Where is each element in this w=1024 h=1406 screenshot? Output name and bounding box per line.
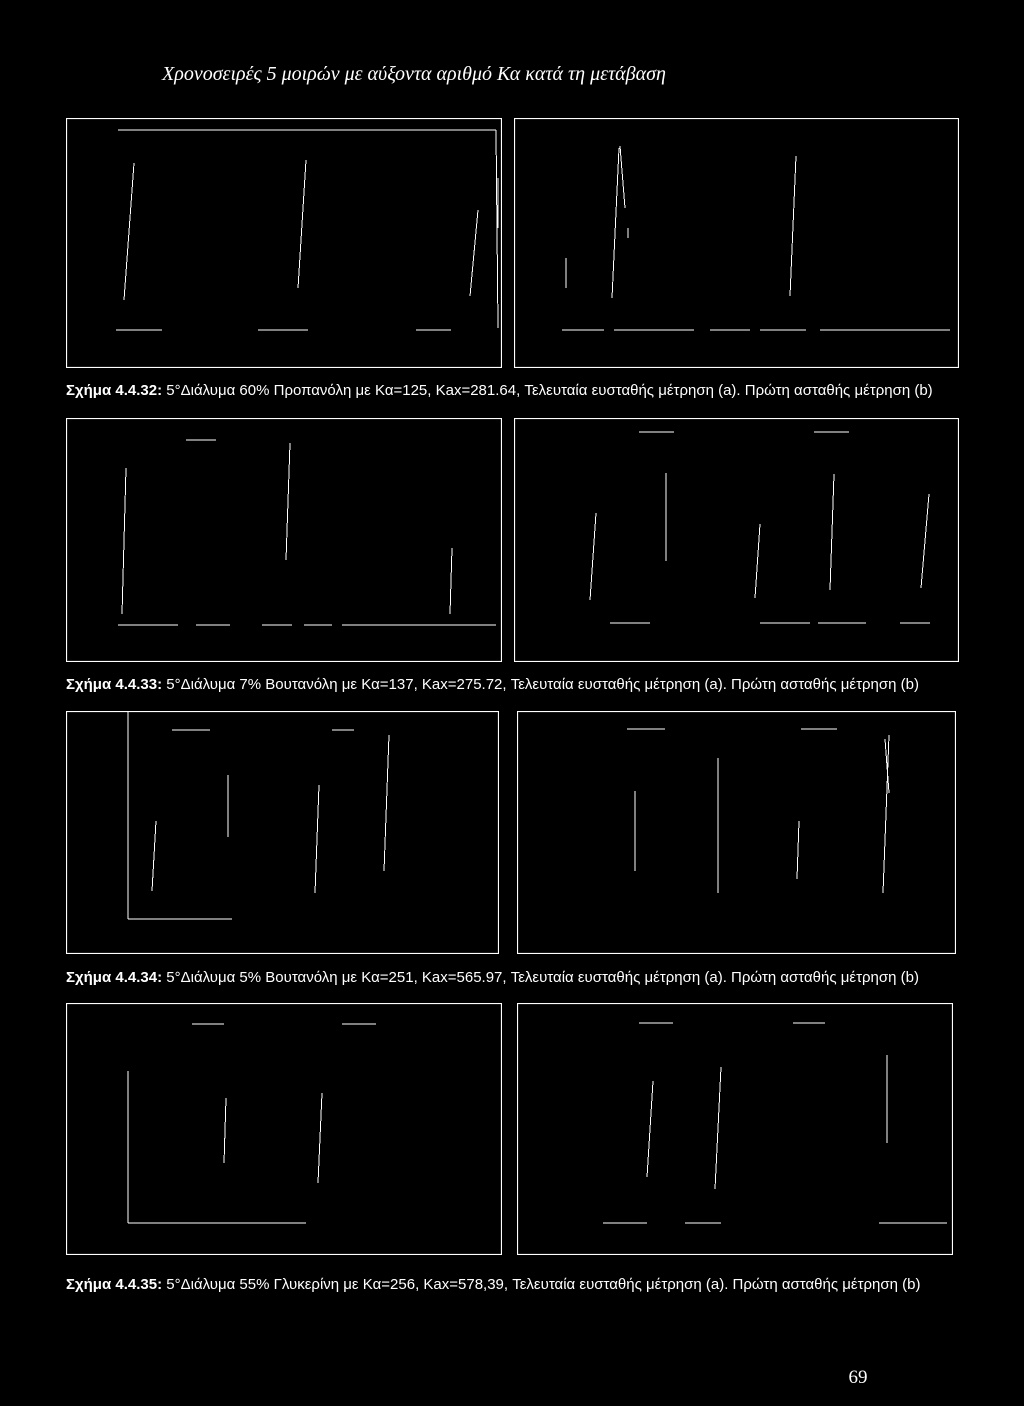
- timeseries-trace: [128, 1024, 376, 1223]
- figure-number: Σχήμα 4.4.35:: [66, 1276, 163, 1293]
- figure-caption-4-4-34: [66, 969, 1024, 987]
- figure-4-4-35-panel-b: [517, 1003, 953, 1255]
- page-number: 69: [848, 1367, 868, 1388]
- figure-4-4-32-panel-b: [514, 118, 959, 368]
- figure-caption-4-4-33: [66, 676, 1024, 694]
- timeseries-trace: [118, 440, 496, 625]
- timeseries-trace: [603, 1023, 947, 1223]
- timeseries-trace: [590, 432, 930, 623]
- timeseries-trace: [116, 130, 498, 330]
- timeseries-trace: [627, 729, 889, 893]
- figure-caption-text: 5°Διάλυμα 5% Βουτανόλη με Κα=251, Κax=565.97, Τελευταία ευσταθής μέτρηση (a). Πρώτη ασταθής μέτρηση (b): [162, 969, 919, 986]
- figure-4-4-33-panel-a: [66, 418, 502, 662]
- page-title: Χρονοσειρές 5 μοιρών με αύξοντα αριθμό Κα κατά τη μετάβαση: [162, 63, 666, 85]
- figure-4-4-34-panel-b: [517, 711, 956, 954]
- figure-4-4-33-panel-b: [514, 418, 959, 662]
- figure-4-4-32-panel-a: [66, 118, 502, 368]
- figure-caption-text: 5°Διάλυμα 55% Γλυκερίνη με Κα=256, Κax=578,39, Τελευταία ευσταθής μέτρηση (a). Πρώτη ασταθής μέτρηση (b): [162, 1276, 921, 1293]
- timeseries-trace: [128, 711, 389, 919]
- figure-4-4-34-panel-a: [66, 711, 499, 954]
- figure-number: Σχήμα 4.4.32:: [66, 382, 163, 399]
- figure-caption-text: 5°Διάλυμα 60% Προπανόλη με Κα=125, Κax=281.64, Τελευταία ευσταθής μέτρηση (a). Πρώτη ασταθής μέτρηση (b): [162, 382, 933, 399]
- timeseries-trace: [562, 146, 950, 330]
- figure-number: Σχήμα 4.4.34:: [66, 969, 163, 986]
- figure-4-4-35-panel-a: [66, 1003, 502, 1255]
- figure-caption-text: 5°Διάλυμα 7% Βουτανόλη με Κα=137, Κax=275.72, Τελευταία ευσταθής μέτρηση (a). Πρώτη ασταθής μέτρηση (b): [162, 676, 919, 693]
- figure-caption-4-4-35: [66, 1276, 1024, 1294]
- figure-caption-4-4-32: [66, 382, 1024, 400]
- figure-number: Σχήμα 4.4.33:: [66, 676, 163, 693]
